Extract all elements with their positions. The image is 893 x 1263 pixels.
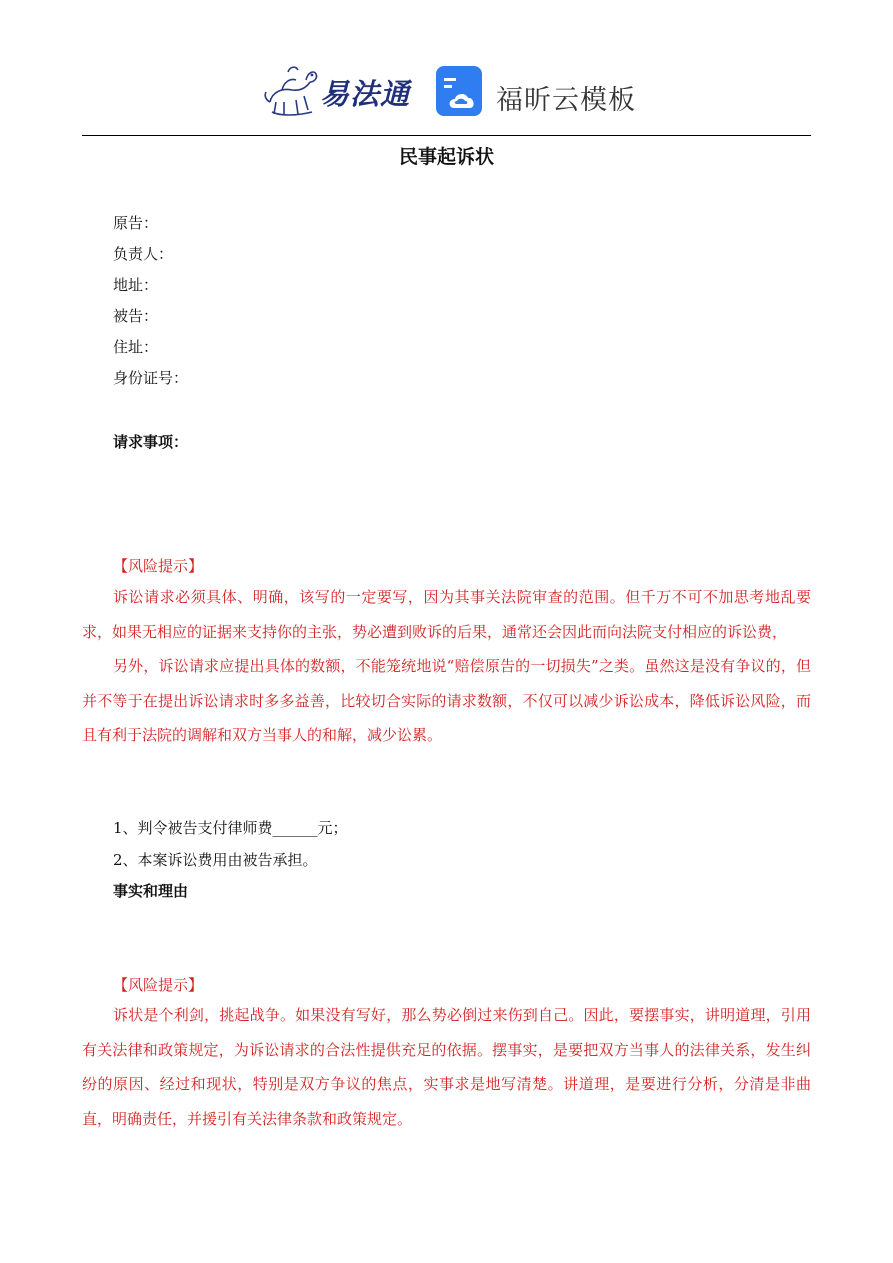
claims-list [113, 814, 348, 878]
cloud-document-icon [436, 66, 484, 116]
qilin-mascot-icon [262, 62, 322, 120]
claims-risk-paragraph-1: 诉讼请求必须具体、明确，该写的一定要写，因为其事关法院审查的范围。但千万不可不加思考地乱要求，如果无相应的证据来支持你的主张，势必遭到败诉的后果，通常还会因此而向法院支付相应的诉讼费， [82, 588, 811, 641]
yifatong-logo [262, 62, 412, 120]
claims-risk-label: 【风险提示】 [113, 557, 204, 575]
defendant-address-label: 住址： [113, 338, 159, 356]
page-header [0, 58, 893, 128]
fuxin-cloud-logo [436, 66, 636, 120]
responsible-person-label: 负责人： [113, 245, 174, 263]
plaintiff-address-label: 地址： [113, 276, 159, 294]
id-number-label: 身份证号： [113, 369, 189, 387]
claim-item-2: 2、本案诉讼费用由被告承担。 [113, 851, 318, 869]
yifatong-logo-text: 易法通 [320, 77, 411, 111]
claim-item-1: 1、判令被告支付律师费______元； [113, 819, 348, 837]
facts-heading: 事实和理由 [113, 882, 189, 900]
defendant-label: 被告： [113, 307, 159, 325]
claims-heading: 请求事项： [113, 433, 189, 451]
claims-risk-paragraph-2: 另外，诉讼请求应提出具体的数额，不能笼统地说“赔偿原告的一切损失”之类。虽然这是没有争议的，但并不等于在提出诉讼请求时多多益善，比较切合实际的请求数额，不仅可以减少诉讼成本，降低诉讼风险，而且有利于法院的调解和双方当事人的和解，减少讼累。 [82, 657, 811, 744]
facts-risk-label: 【风险提示】 [113, 976, 204, 994]
document-title: 民事起诉状 [398, 146, 494, 168]
plaintiff-label: 原告： [113, 214, 159, 232]
party-info-block [113, 210, 188, 396]
facts-risk-paragraph: 诉状是个利剑，挑起战争。如果没有写好，那么势必倒过来伤到自己。因此，要摆事实，讲明道理，引用有关法律和政策规定，为诉讼请求的合法性提供充足的依据。摆事实，是要把双方当事人的法律关系，发生纠纷的原因、经过和现状，特别是双方争议的焦点，实事求是地写清楚。讲道理，是要进行分析，分清是非曲直，明确责任，并援引有关法律条款和政策规定。 [82, 1006, 811, 1128]
header-divider [82, 135, 811, 136]
fuxin-cloud-logo-text: 福昕云模板 [496, 85, 636, 116]
